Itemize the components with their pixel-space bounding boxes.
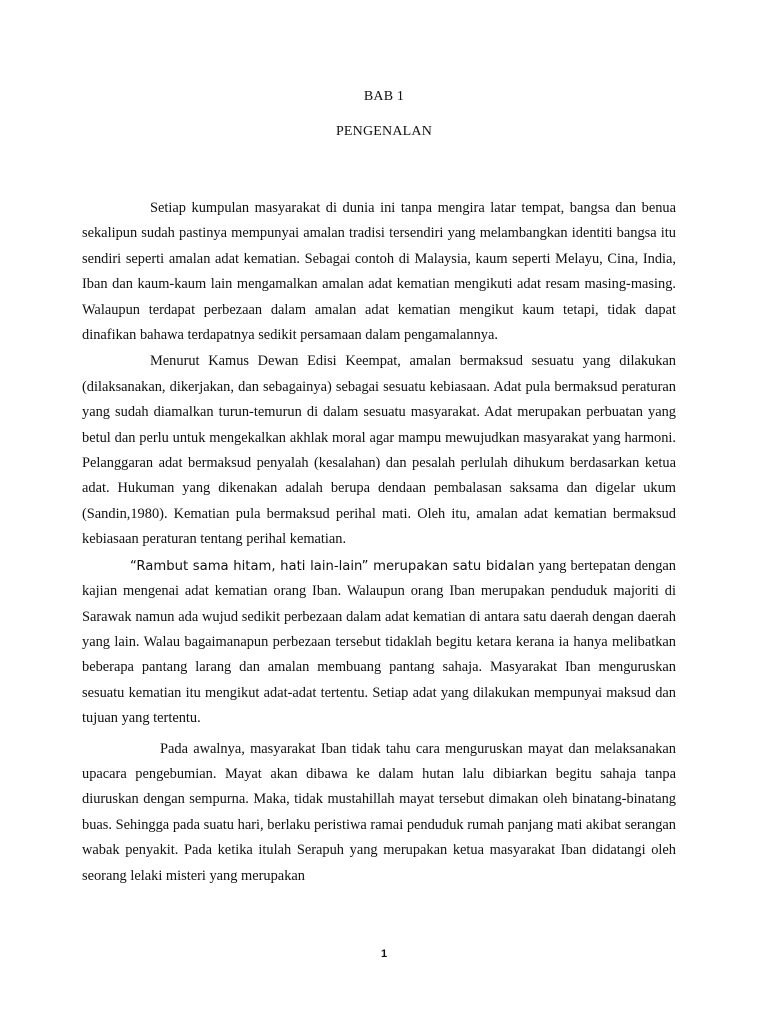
- paragraph-3: [82, 554, 676, 732]
- body-text: [82, 196, 676, 889]
- chapter-title: PENGENALAN: [335, 124, 433, 139]
- paragraph-3-text: yang bertepatan dengan kajian mengenai adat kematian orang Iban. Walaupun orang Iban merupakan penduduk majoriti di Sarawak namun ada wujud sedikit perbezaan dalam adat kematian di antara satu daerah dengan daerah yang lain. Walau bagaimanapun perbezaan tersebut tidaklah begitu ketara kerana ia hanya melibatkan beberapa pantang larang dan amalan membuang pantang sahaja. Masyarakat Iban menguruskan sesuatu kematian itu mengikut adat-adat tertentu. Setiap adat yang dilakukan mempunyai maksud dan tujuan yang tertentu.: [82, 557, 676, 727]
- proverb-quote: “Rambut sama hitam, hati lain-lain” merupakan satu bidalan: [130, 558, 535, 574]
- paragraph-1: Setiap kumpulan masyarakat di dunia ini tanpa mengira latar tempat, bangsa dan benua sekalipun sudah pastinya mempunyai amalan tradisi tersendiri yang melambangkan identiti bangsa itu sendiri seperti amalan adat kematian. Sebagai contoh di Malaysia, kaum seperti Melayu, Cina, India, Iban dan kaum-kaum lain mengamalkan amalan adat kematian mengikuti adat resam masing-masing. Walaupun terdapat perbezaan dalam amalan adat kematian mengikut kaum tetapi, tidak dapat dinafikan bahawa terdapatnya sedikit persamaan dalam pengamalannya.: [82, 200, 676, 344]
- page-number: 1: [380, 948, 388, 960]
- paragraph-4: Pada awalnya, masyarakat Iban tidak tahu cara menguruskan mayat dan melaksanakan upacara pengebumian. Mayat akan dibawa ke dalam hutan lalu dibiarkan begitu sahaja tanpa diuruskan dengan sempurna. Maka, tidak mustahillah mayat tersebut dimakan oleh binatang-binatang buas. Sehingga pada suatu hari, berlaku peristiwa ramai penduduk rumah panjang mati akibat serangan wabak penyakit. Pada ketika itulah Serapuh yang merupakan ketua masyarakat Iban didatangi oleh seorang lelaki misteri yang merupakan: [82, 740, 676, 884]
- paragraph-2: Menurut Kamus Dewan Edisi Keempat, amalan bermaksud sesuatu yang dilakukan (dilaksanakan, dikerjakan, dan sebagainya) sebagai sesuatu kebiasaan. Adat pula bermaksud peraturan yang sudah diamalkan turun-temurun di dalam sesuatu masyarakat. Adat merupakan perbuatan yang betul dan perlu untuk mengekalkan akhlak moral agar mampu mewujudkan masyarakat yang harmoni. Pelanggaran adat bermaksud penyalah (kesalahan) dan pesalah perlulah dihukum berdasarkan ketua adat. Hukuman yang dikenakan adalah berupa dendaan pembalasan saksama dan digelar ukum (Sandin,1980). Kematian pula bermaksud perihal mati. Oleh itu, amalan adat kematian bermaksud kebiasaan peraturan tentang perihal kematian.: [82, 353, 676, 548]
- chapter-heading: BAB 1: [363, 89, 405, 104]
